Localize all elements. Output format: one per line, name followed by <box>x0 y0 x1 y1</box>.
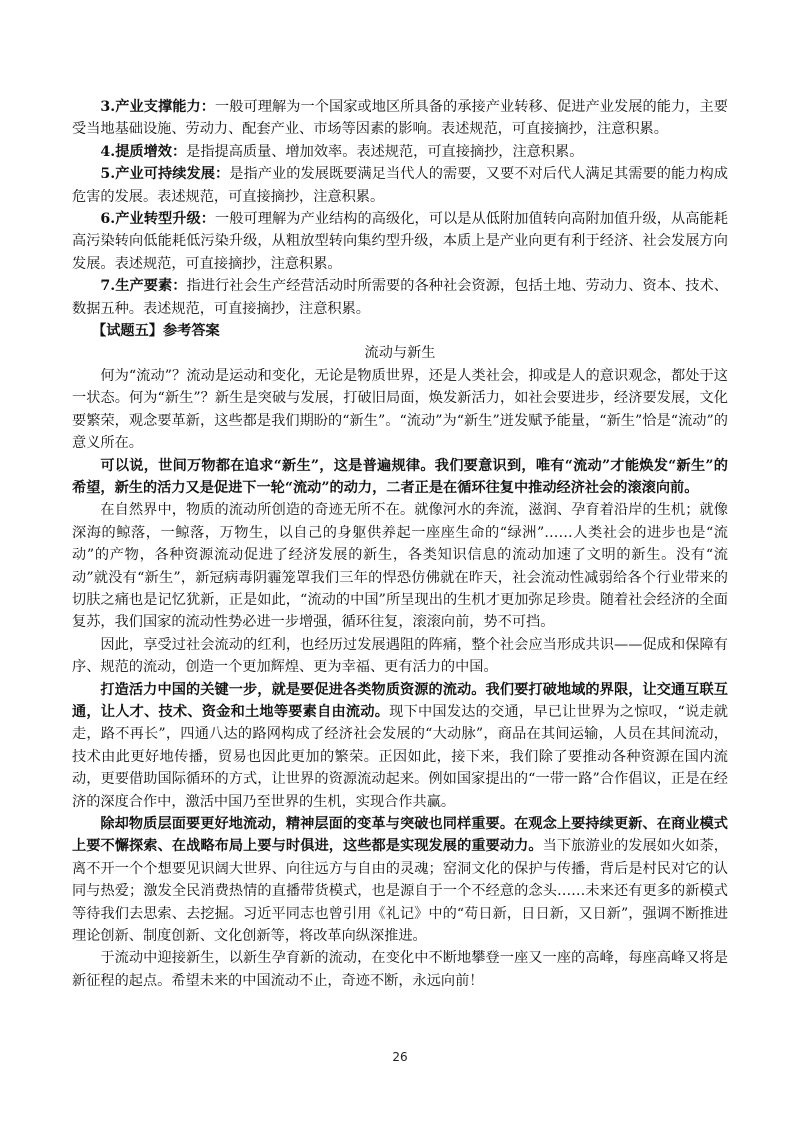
section-heading: 【试题五】参考答案 <box>92 323 220 340</box>
definition-term: 5.产业可持续发展： <box>100 166 230 183</box>
document-page <box>72 96 728 992</box>
definition-term: 7.生产要素： <box>100 278 187 295</box>
essay-paragraph-3: 在自然界中，物质的流动所创造的奇迹无所不在。就像河水的奔流，滋润、孕育着沿岸的生机；就像深海的鲸落，一鲸落，万物生，以自己的身躯供养起一座座生命的“绿洲”……人类社会的进步也是“流动”的产物，各种资源流动促进了经济发展的新生，各类知识信息的流动加速了文明的新生。没有“流动”就没有“新生”，新冠病毒阴霾笼罩我们三年的悍恐仿佛就在昨天，社会流动性减弱给各个行业带来的切肤之痛也是记忆犹新，正是如此，“流动的中国”所呈现出的生机才更加弥足珍贵。随着社会经济的全面复苏，我们国家的流动性势必进一步增强，循环往复，滚滚向前，势不可挡。 <box>72 502 728 631</box>
essay-title: 流动与新生 <box>364 345 436 362</box>
essay-paragraph-2: 可以说，世间万物都在追求“新生”，这是普遍规律。我们要意识到，唯有“流动”才能焕发“新生”的希望，新生的活力又是促进下一轮“流动”的动力，二者正是在循环往复中推动经济社会的滚滚向前。 <box>72 457 728 496</box>
definition-text: 一般可理解为产业结构的高级化，可以是从低附加值转向高附加值升级，从高能耗高污染转向低能耗低污染升级，从粗放型转向集约型升级，本质上是产业向更有利于经济、社会发展方向发展。表述规范，可直接摘抄，注意积累。 <box>72 211 728 272</box>
essay-body-text: 现下中国发达的交通，早已让世界为之惊叹，“说走就走，路不再长”，四通八达的路网构成了经济社会发展的“大动脉”，商品在其间运输，人员在其间流动，技术由此更好地传播，贸易也因此更加的繁荣。正因如此，接下来，我们除了要推动各种资源在国内流动，更要借助国际循环的方式，让世界的资源流动起来。例如国家提出的“一带一路”合作倡议，正是在经济的深度合作中，激活中国乃至世界的生机，实现合作共赢。 <box>72 703 728 810</box>
definition-term: 6.产业转型升级： <box>100 211 216 228</box>
definition-3 <box>72 96 728 141</box>
definition-term: 3.产业支撑能力： <box>100 99 216 115</box>
essay-paragraph-1: 何为“流动”？流动是运动和变化，无论是物质世界，还是人类社会，抑或是人的意识观念，都处于这一状态。何为“新生”？新生是突破与发展，打破旧局面，焕发新活力，如社会要进步，经济要发展，文化要繁荣，观念要革新，这些都是我们期盼的“新生”。“流动”为“新生”迸发赋予能量，“新生”恰是“流动”的意义所在。 <box>72 367 728 452</box>
essay-paragraph-7: 于流动中迎接新生，以新生孕育新的流动，在变化中不断地攀登一座又一座的高峰，每座高峰又将是新征程的起点。希望未来的中国流动不止，奇迹不断，永远向前！ <box>72 950 728 989</box>
essay-body-text: 当下旅游业的发展如火如荼，离不开一个个想要见识阔大世界、向往远方与自由的灵魂；窑洞文化的保护与传播，背后是村民对它的认同与热爱；激发全民消费热情的直播带货模式，也是源自于一个不经意的念头……未来还有更多的新模式等待我们去思索、去挖掘。习近平同志也曾引用《礼记》中的“苟日新，日日新，又日新”，强调不断推进理论创新、制度创新、文化创新等，将改革向纵深推进。 <box>72 838 728 945</box>
definition-5 <box>72 163 728 208</box>
essay-thesis-bold: 除却物质层面要更好地流动，精神层面的变革与突破也同样重要。在观念上要持续更新、在商业模式上要不懈探索、在战略布局上要与时俱进，这些都是实现发展的重要动力。 <box>72 816 728 855</box>
essay-paragraph-6 <box>72 813 728 947</box>
definition-text: 是指产业的发展既要满足当代人的需要，又要不对后代人满足其需要的能力构成危害的发展。表述规范，可直接摘抄，注意积累。 <box>72 166 728 205</box>
definition-4 <box>72 141 728 163</box>
essay-paragraph-5 <box>72 679 728 813</box>
page-number: 26 <box>392 1050 408 1064</box>
definition-text: 指进行社会生产经营活动时所需要的各种社会资源，包括土地、劳动力、资本、技术、数据五种。表述规范，可直接摘抄，注意积累。 <box>72 278 728 317</box>
definition-text: 一般可理解为一个国家或地区所具备的承接产业转移、促进产业发展的能力，主要受当地基础设施、劳动力、配套产业、市场等因素的影响。表述规范，可直接摘抄，注意积累。 <box>72 99 728 138</box>
essay-paragraph-4: 因此，享受过社会流动的红利，也经历过发展遇阻的阵痛，整个社会应当形成共识——促成和保障有序、规范的流动，创造一个更加辉煌、更为幸福、更有活力的中国。 <box>72 636 728 676</box>
definition-text: 是指提高质量、增加效率。表述规范，可直接摘抄，注意积累。 <box>186 143 584 160</box>
definition-term: 4.提质增效： <box>100 143 187 160</box>
definition-6 <box>72 208 728 275</box>
definition-7 <box>72 275 728 320</box>
essay-thesis-bold: 打造活力中国的关键一步，就是要促进各类物质资源的流动。我们要打破地域的界限，让交通互联互通，让人才、技术、资金和土地等要素自由流动。 <box>72 681 728 720</box>
